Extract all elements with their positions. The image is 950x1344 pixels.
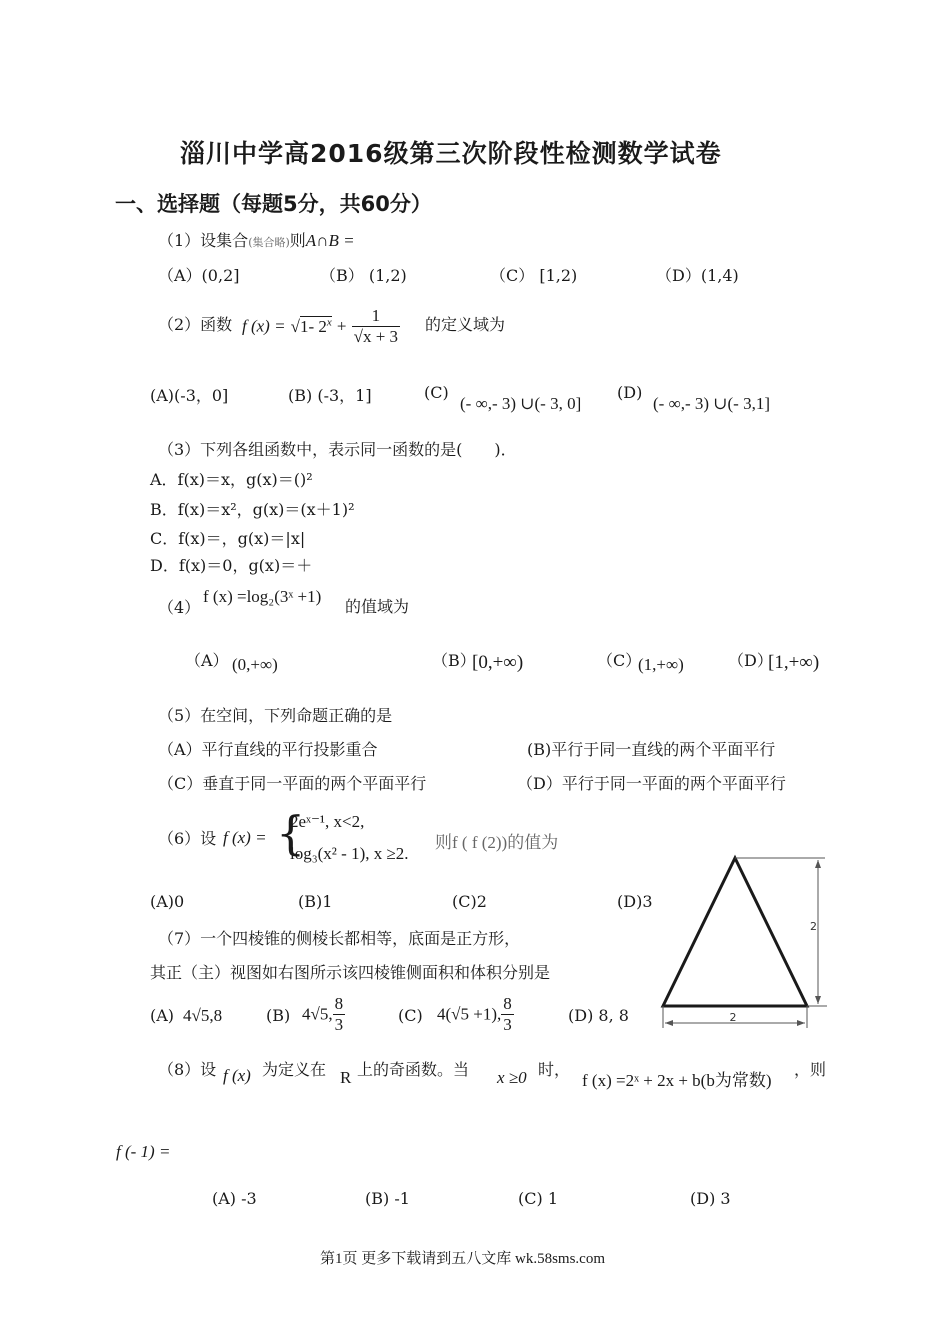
q2-fraction [352, 306, 400, 347]
q8-R: R [340, 1068, 352, 1087]
q7-option-d: (D) 8, 8 [568, 1006, 629, 1025]
q2-function-expr [242, 306, 400, 347]
q1-expr: A∩B = [305, 231, 355, 250]
q8-formula: f (x) =2ˣ + 2x + b(b为常数) [582, 1071, 772, 1090]
q4-option-c-expr: (1,+∞) [638, 655, 684, 674]
q1-option-d: （D）(1,4) [656, 266, 739, 285]
q4-option-a-expr: (0,+∞) [232, 655, 278, 674]
triangle-shape [663, 858, 807, 1006]
q7-option-c-label: (C) [398, 1006, 423, 1025]
q7-option-c-expr [437, 994, 514, 1035]
q1-blurred-set: (集合略) [248, 236, 290, 249]
q1-option-a: （A）(0,2] [158, 266, 240, 285]
q2-sqrt: √1- 2$^x$ [290, 316, 332, 336]
q8-ask: f (- 1) = [116, 1142, 171, 1161]
height-label: 2 [810, 920, 817, 933]
q4-number: （4） [158, 598, 201, 617]
q2-option-a: (A)(-3，0] [150, 386, 229, 405]
q7-option-b-num: 8 [334, 994, 344, 1013]
q3-option-d: D．f(x)＝0，g(x)＝＋ [150, 556, 313, 575]
q8-option-d: (D) 3 [690, 1189, 731, 1208]
q8-part-5: ，则 [794, 1060, 827, 1079]
q7-option-b-fraction [333, 994, 346, 1035]
q8-stem: （8）设 [158, 1060, 217, 1079]
q2-stem: （2）函数 [158, 315, 233, 334]
q2-frac-num: 1 [352, 306, 400, 327]
q8-option-a: (A) -3 [212, 1189, 257, 1208]
q7-line-2: 其正（主）视图如右图所示该四棱锥侧面积和体积分别是 [150, 963, 551, 982]
page-footer: 第1页 更多下载请到五八文库 wk.58sms.com [320, 1251, 606, 1267]
q2-option-c-label: (C) [424, 383, 449, 402]
q6-case-2: log₃(x² - 1), x ≥2. [290, 844, 409, 863]
q7-option-c-pre: 4(√5 +1), [437, 1004, 502, 1024]
q7-option-c-den: 3 [503, 1015, 512, 1034]
q5-option-c: （C）垂直于同一平面的两个平面平行 [158, 774, 427, 793]
q8-condition: x ≥0 [497, 1068, 527, 1087]
q8-part-2: 为定义在 [262, 1060, 327, 1079]
q7-option-b-label: (B) [266, 1006, 291, 1025]
q8-option-b: (B) -1 [365, 1189, 410, 1208]
q4-option-c-label: （C） [597, 651, 642, 670]
q6-option-a: (A)0 [150, 892, 185, 911]
q7-option-b-pre: 4√5, [302, 1004, 333, 1024]
q6-option-c: (C)2 [452, 892, 487, 911]
q4-option-d-label: （D） [728, 651, 773, 670]
q2-option-d-expr: (- ∞,- 3) ∪(- 3,1] [653, 394, 770, 413]
q4-option-d-expr: [1,+∞) [768, 652, 820, 673]
q8-fx: f (x) [223, 1066, 251, 1085]
q1-option-b: （B） (1,2) [320, 266, 407, 285]
q4-option-b-label: （B） [432, 651, 476, 670]
q2-fx: f (x) = [242, 316, 286, 336]
q2-option-d-label: (D) [617, 383, 643, 402]
q7-option-b-expr [302, 994, 345, 1035]
q1-option-c: （C） [1,2) [490, 266, 578, 285]
q1-stem [158, 228, 355, 251]
q8-option-c: (C) 1 [518, 1189, 558, 1208]
q7-option-a-label: (A) [150, 1006, 175, 1025]
q2-sqrt-exp: x [326, 316, 332, 329]
q6-option-b: (B)1 [298, 892, 333, 911]
q6-brace: { [276, 806, 306, 860]
q8-part-4: 时， [538, 1060, 571, 1079]
section-heading: 一、选择题（每题5分，共60分） [115, 192, 432, 216]
q6-case-1: 2eˣ⁻¹, x<2, [290, 812, 365, 831]
base-label: 2 [729, 1011, 737, 1024]
base-arrow-left [665, 1020, 673, 1026]
q4-stem-tail: 的值域为 [345, 597, 410, 616]
q4-expr: f (x) =log₂(3ˣ +1) [203, 587, 322, 606]
q3-option-a: A．f(x)＝x，g(x)＝()² [150, 470, 313, 489]
q2-sqrt-body: 1- 2 [300, 316, 327, 336]
q6-option-d: (D)3 [617, 892, 653, 911]
q7-line-1: （7）一个四棱锥的侧棱长都相等，底面是正方形， [158, 929, 521, 948]
q1-stem-text: （1）设集合 [158, 231, 249, 250]
q3-option-c: C．f(x)＝，g(x)＝|x| [150, 529, 306, 548]
q5-option-a: （A）平行直线的平行投影重合 [158, 740, 378, 759]
q8-part-3: 上的奇函数。当 [357, 1060, 470, 1079]
q2-frac-den-body: x + 3 [362, 327, 399, 346]
q2-plus: + [336, 316, 347, 336]
page-title: 淄川中学高2016级第三次阶段性检测数学试卷 [180, 139, 722, 168]
q2-option-b: (B) (-3，1] [288, 386, 372, 405]
q7-option-b-den: 3 [334, 1015, 344, 1034]
q5-stem: （5）在空间，下列命题正确的是 [158, 706, 393, 725]
q6-stem: （6）设 [158, 829, 217, 848]
q4-option-a-label: （A） [185, 651, 229, 670]
q2-frac-den: √x + 3 [353, 327, 399, 346]
q6-fx: f (x) = [223, 828, 267, 847]
q7-option-a-expr: 4√5,8 [183, 1006, 223, 1025]
height-arrow-bottom [815, 996, 821, 1004]
q2-option-c-expr: (- ∞,- 3) ∪(- 3, 0] [460, 394, 582, 413]
q3-option-b: B．f(x)＝x²，g(x)＝(x＋1)² [150, 500, 355, 519]
q6-stem-tail: 则f ( f (2))的值为 [435, 833, 559, 852]
height-arrow-top [815, 860, 821, 868]
q4-option-b-expr: [0,+∞) [472, 652, 524, 673]
q5-option-b: (B)平行于同一直线的两个平面平行 [527, 740, 776, 759]
base-arrow-right [797, 1020, 805, 1026]
q7-option-c-num: 8 [503, 994, 512, 1013]
q1-stem-tail: 则 [289, 231, 306, 250]
q3-stem: （3）下列各组函数中，表示同一函数的是( )． [158, 440, 517, 459]
q5-option-d: （D）平行于同一平面的两个平面平行 [517, 774, 786, 793]
q7-option-c-fraction [501, 994, 514, 1035]
q7-front-view-figure [655, 850, 840, 1035]
q2-stem-tail: 的定义域为 [425, 315, 506, 334]
